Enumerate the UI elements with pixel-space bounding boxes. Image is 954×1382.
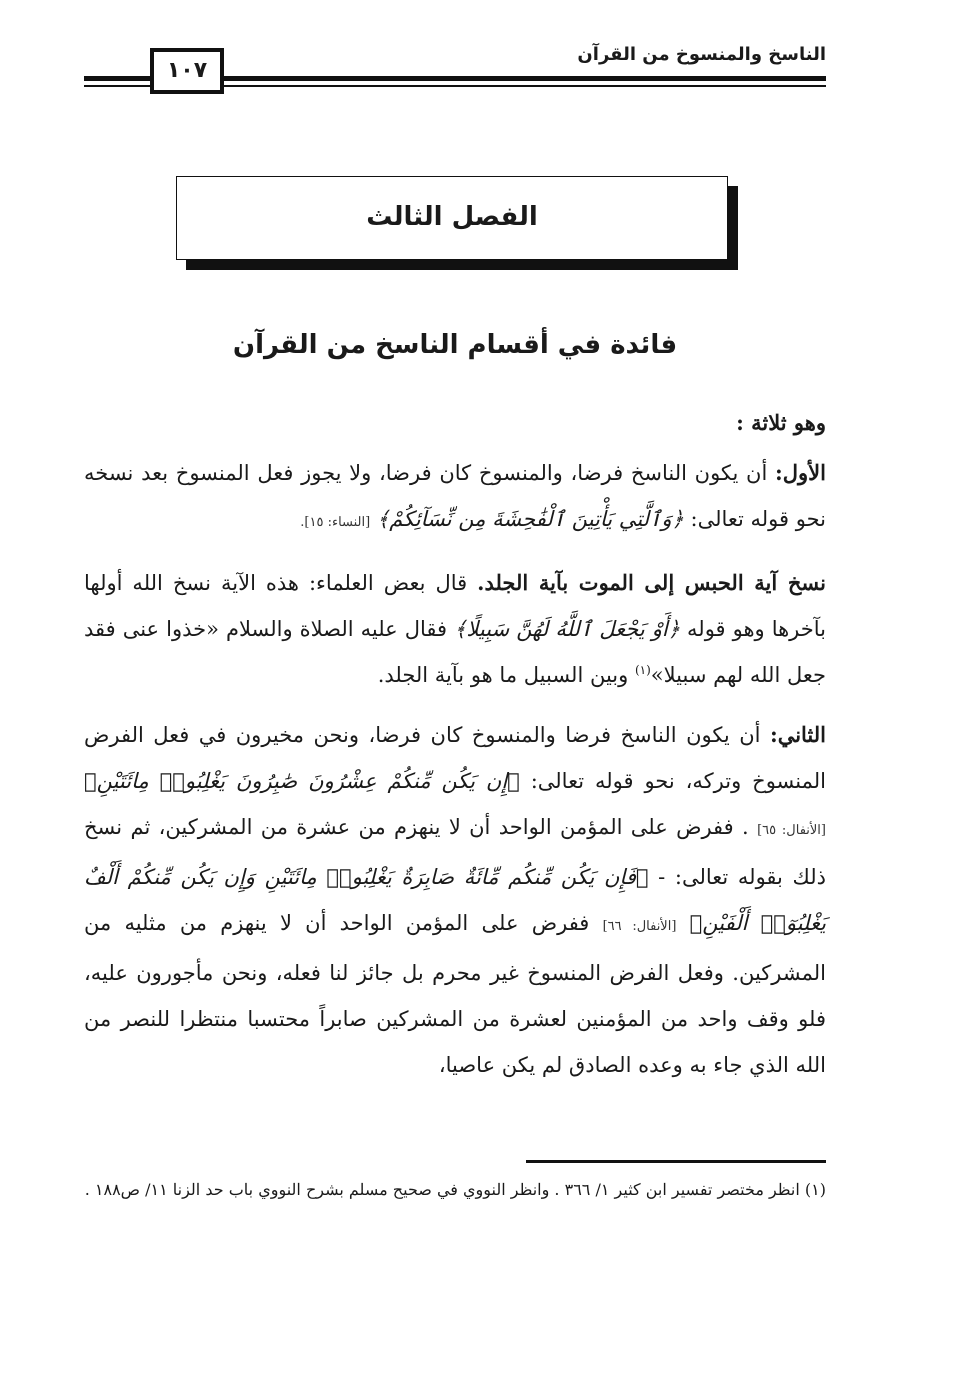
quran-verse: ﴿أَوْ يَجْعَلَ ٱللَّهُ لَهُنَّ سَبِيلًا﴾ (454, 617, 680, 641)
footnote-separator (526, 1160, 826, 1163)
body-text (84, 400, 826, 1088)
running-header-title: الناسخ والمنسوخ من القرآن (577, 44, 826, 65)
paragraph-first-type (84, 450, 826, 546)
page-number: ١٠٧ (150, 48, 224, 94)
paragraph-text: وبين السبيل ما هو بآية الجلد. (377, 663, 629, 687)
paragraph-abrogation-example (84, 560, 826, 698)
section-title: فائدة في أقسام الناسخ من القرآن (232, 330, 678, 360)
paragraph-second-type (84, 712, 826, 1088)
quran-verse: ﴿فَإِن يَكُن مِّنكُم مِّائَةٌ صَابِرَةٌ يَغْلِبُوا۟ مِائَتَيْنِ وَإِن يَكُن مِّنكُمْ أَلْفٌ يَغْلِبُوٓا۟ أَلْفَيْنِ﴾ (84, 865, 826, 935)
paragraph-text: أن يكون الناسخ فرضا والمنسوخ كان فرضا، ونحن مخيرون في فعل الفرض المنسوخ وتركه، نحو قوله تعالى: (84, 723, 826, 793)
quran-verse: ﴿وَٱلَّتِي يَأْتِينَ ٱلْفَٰحِشَةَ مِن نِّسَآئِكُمْ﴾ (376, 507, 684, 531)
paragraph-lead: الأول: (775, 460, 826, 485)
quran-verse: ﴿إِن يَكُن مِّنكُمْ عِشْرُونَ صَٰبِرُونَ يَغْلِبُوا۟ مِائَتَيْنِ﴾ (84, 769, 520, 793)
verse-reference: [الأنفال: ٦٦] (602, 919, 677, 934)
paragraph-text: ففرض على المؤمن الواحد أن لا ينهزم من مثليه من المشركين. وفعل الفرض المنسوخ غير محرم بل جائز لنا فعله، ونحن مأجورون عليه، فلو وقف واحد من المؤمنين لعشرة من المشركين صابراً محتسبا منتظرا للنصر من الله الذي جاء به وعده الصادق لم يكن عاصيا، (84, 911, 826, 1077)
paragraph-lead: الثاني: (769, 722, 827, 747)
paragraph-text: أن يكون الناسخ فرضا، والمنسوخ كان فرضا، ولا يجوز فعل المنسوخ بعد نسخه نحو قوله تعالى: (84, 461, 826, 531)
paragraph-text: قال بعض العلماء: هذه الآية نسخ الله أولها بآخرها وهو قوله (84, 571, 826, 641)
chapter-title: الفصل الثالث (176, 176, 728, 260)
paragraph-text: فقال عليه الصلاة والسلام «خذوا عنى فقد جعل الله لهم سبيلا» (84, 617, 826, 687)
footnote-marker: (١) (634, 663, 651, 677)
verse-reference: [الأنفال: ٦٥] (757, 823, 826, 838)
paragraph-text: . ففرض على المؤمن الواحد أن لا ينهزم من عشرة من المشركين، ثم نسخ ذلك بقوله تعالى: - (84, 815, 827, 889)
footnote: (١) انظر مختصر تفسير ابن كثير ١/ ٣٦٦ . وانظر النووي في صحيح مسلم بشرح النووي باب حد الزنا ١١/ ص١٨٨ . (84, 1180, 826, 1199)
verse-reference: [النساء: ١٥]. (300, 515, 371, 530)
intro-line: وهو ثلاثة : (736, 410, 826, 435)
paragraph-lead: نسخ آية الحبس إلى الموت بآية الجلد. (477, 570, 826, 595)
